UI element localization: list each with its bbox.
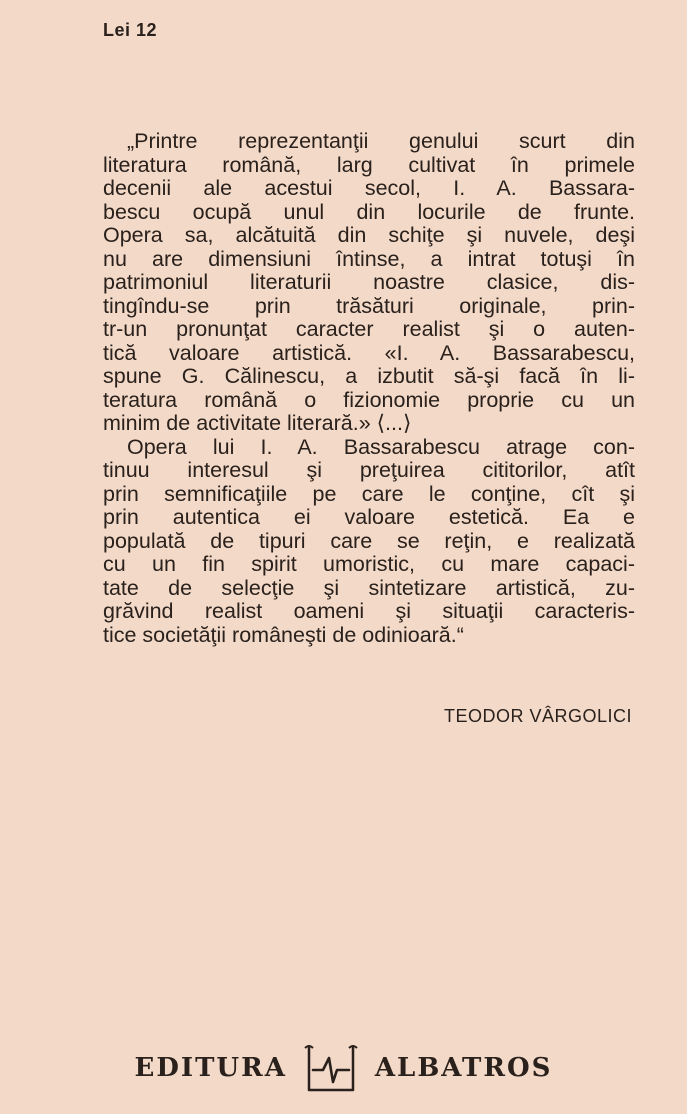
price-label: Lei 12 [103, 20, 158, 40]
text-line: patrimoniul literaturii noastre clasice, dis- [103, 270, 635, 294]
back-cover-quote [103, 130, 635, 647]
text-line: tr-un pronunţat caracter realist şi o auten- [103, 317, 635, 341]
text-line: prin semnificaţiile pe care le conţine, cît şi [103, 481, 635, 506]
text-line: populată de tipuri care se reţin, e realizată [103, 528, 635, 553]
text-line: Opera lui I. A. Bassarabescu atrage con- [127, 434, 635, 459]
text-line: Opera sa, alcătuită din schiţe şi nuvele, deşi [103, 223, 635, 247]
text-line: tică valoare artistică. «I. A. Bassarabescu, [103, 340, 635, 365]
text-line: „Printre reprezentanţii genului scurt din [127, 129, 635, 153]
text-line: minim de activitate literară.» ⟨...⟩ [103, 411, 412, 435]
text-line: teratura română o fizionomie proprie cu un [103, 387, 635, 412]
publisher-footer [0, 1040, 687, 1096]
publisher-name-right: ALBATROS [374, 1053, 553, 1083]
text-line: decenii ale acestui secol, I. A. Bassara- [103, 176, 635, 200]
text-line: grăvind realist oameni şi situaţii caracteris- [103, 599, 635, 623]
text-line: bescu ocupă unul din locurile de frunte. [103, 199, 635, 224]
quote-paragraph-1 [103, 130, 635, 436]
text-line: tinuu interesul şi preţuirea cititorilor, atît [103, 458, 635, 482]
text-line: tate de selecţie şi sintetizare artistică, zu- [103, 575, 635, 600]
quote-author: TEODOR VÂRGOLICI [443, 706, 632, 726]
text-line: nu are dimensiuni întinse, a intrat totuşi în [103, 246, 635, 271]
text-line: prin autentica ei valoare estetică. Ea e [103, 505, 635, 529]
albatross-logo-icon [301, 1040, 361, 1096]
text-line: cu un fin spirit umoristic, cu mare capaci- [103, 552, 635, 576]
text-line: literatura română, larg cultivat în primele [103, 152, 635, 177]
publisher-name-left: EDITURA [134, 1053, 287, 1083]
text-line: spune G. Călinescu, a izbutit să-şi facă în li- [103, 364, 635, 388]
text-line: tingîndu-se prin trăsături originale, prin- [103, 293, 635, 318]
text-line: tice societăţii româneşti de odinioară.“ [103, 622, 464, 647]
quote-paragraph-2 [103, 436, 635, 648]
